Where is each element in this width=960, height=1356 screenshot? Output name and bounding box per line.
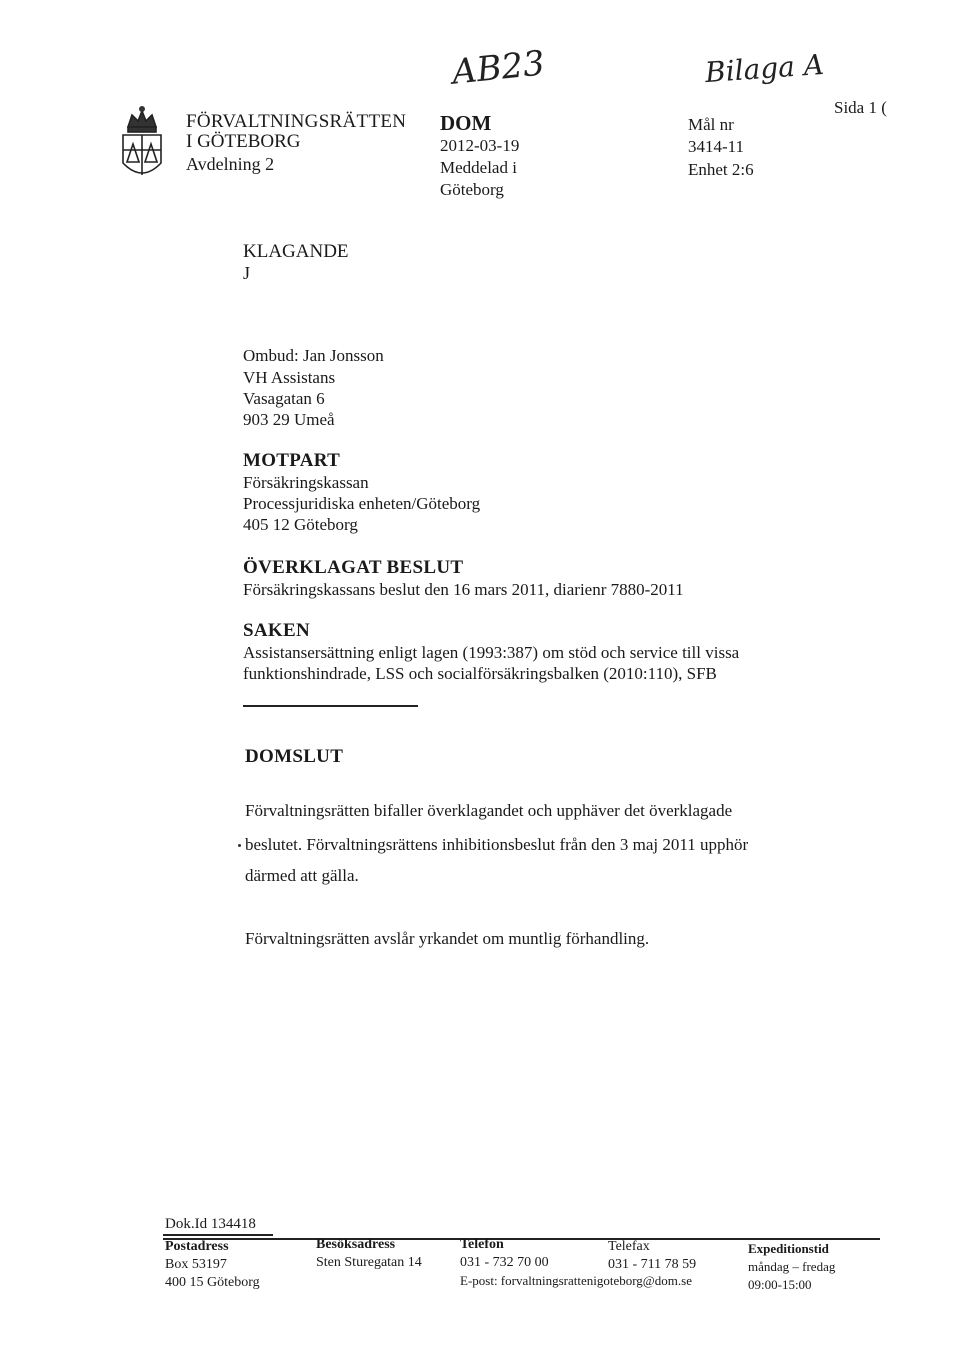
appealed-decision-heading: ÖVERKLAGAT BESLUT [243,557,464,578]
case-unit: Enhet 2:6 [688,160,754,179]
footer-fax [608,1238,696,1274]
footer-rule-short [163,1234,273,1236]
handwritten-annotation-right: Bilaga A [703,47,825,90]
ruling-paragraph1-line1: Förvaltningsrätten bifaller överklagandet och upphäver det överklagade [245,801,733,820]
matter-line2: funktionshindrade, LSS och socialförsäkringsbalken (2010:110), SFB [243,664,717,683]
representative-line4: 903 29 Umeå [243,410,335,429]
appealed-decision-text: Försäkringskassans beslut den 16 mars 2011, diarienr 7880-2011 [243,580,684,599]
ruling-paragraph2: Förvaltningsrätten avslår yrkandet om muntlig förhandling. [245,929,650,948]
representative-line3: Vasagatan 6 [243,389,325,408]
visit-line1: Sten Sturegatan 14 [316,1255,422,1270]
hours-days: måndag – fredag [748,1259,836,1274]
hours-time: 09:00-15:00 [748,1277,812,1292]
phone-label: Telefon [460,1237,504,1252]
appellant-heading: KLAGANDE [243,241,349,262]
footer-visit [316,1236,422,1272]
section-divider [243,705,418,707]
ruling-heading: DOMSLUT [245,746,344,767]
counterparty-line2: Processjuridiska enheten/Göteborg [243,494,481,513]
document-id: Dok.Id 134418 [165,1216,256,1232]
handwritten-annotation-top: AB23 [450,43,547,93]
court-name-line2: I GÖTEBORG [186,131,301,152]
postal-line1: Box 53197 [165,1257,227,1272]
counterparty-line3: 405 12 Göteborg [243,515,358,534]
bullet-mark [238,844,241,847]
counterparty-line1: Försäkringskassan [243,473,369,492]
hours-label: Expeditionstid [748,1241,829,1256]
fax-label: Telefax [608,1239,650,1254]
footer-hours [748,1240,835,1294]
counterparty-heading: MOTPART [243,450,341,471]
case-number: 3414-11 [688,137,745,156]
court-department: Avdelning 2 [186,154,275,174]
matter-line1: Assistansersättning enligt lagen (1993:387) om stöd och service till vissa [243,643,740,662]
footer-postal [165,1238,260,1292]
page-indicator: Sida 1 ( [834,98,887,117]
visit-label: Besöksadress [316,1237,396,1252]
postal-label: Postadress [165,1239,229,1254]
appellant-name: J [243,263,251,283]
postal-line2: 400 15 Göteborg [165,1275,260,1290]
fax-value: 031 - 711 78 59 [608,1257,697,1272]
phone-value: 031 - 732 70 00 [460,1255,549,1270]
case-number-label: Mål nr [688,115,734,134]
announced-city: Göteborg [440,180,504,199]
matter-heading: SAKEN [243,620,310,641]
court-name-line1: FÖRVALTNINGSRÄTTEN [186,111,407,132]
ruling-paragraph1-line2: beslutet. Förvaltningsrättens inhibitionsbeslut från den 3 maj 2011 upphör [245,835,749,854]
announced-label: Meddelad i [440,158,517,177]
judgment-type: DOM [440,111,492,135]
representative-line1: Ombud: Jan Jonsson [243,346,384,365]
ruling-paragraph1-line3: därmed att gälla. [245,866,359,885]
court-emblem-icon [118,105,166,187]
representative-line2: VH Assistans [243,368,336,387]
judgment-date: 2012-03-19 [440,136,520,155]
email-address[interactable]: E-post: forvaltningsrattenigoteborg@dom.se [460,1273,692,1288]
